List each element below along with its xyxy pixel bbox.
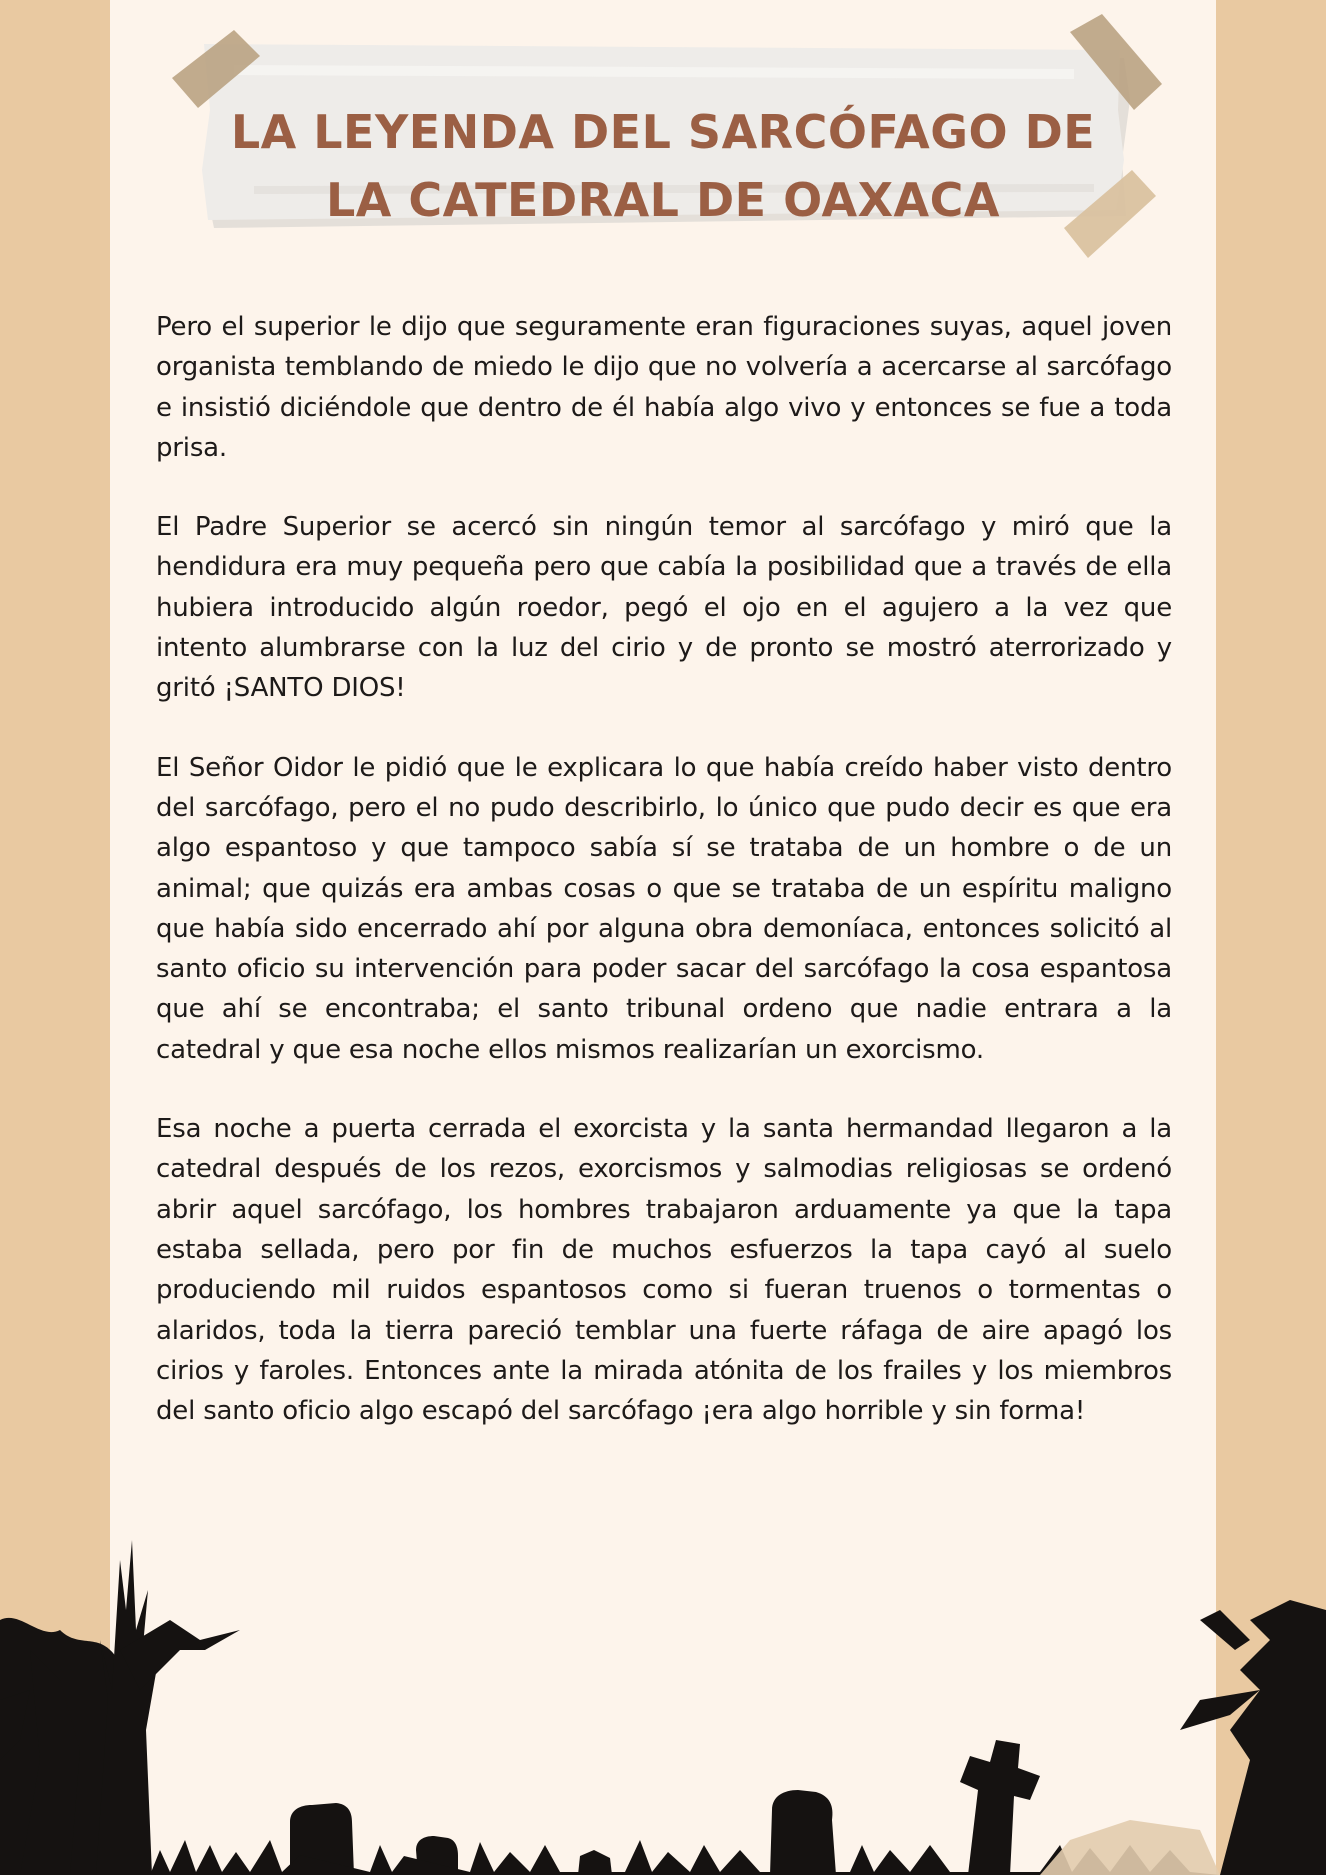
paragraph-4: Esa noche a puerta cerrada el exorcista y la santa hermandad llegaron a la catedral después de los rezos, exorcismos y salmodias religiosas se ordenó abrir aquel sarcófago, los hombres trabajaron arduamente ya que la tapa estaba sellada, pero por fin de muchos esfuerzos la tapa cayó al suelo produciendo mil ruidos espantosos como si fueran truenos o tormentas o alaridos, toda la tierra pareció temblar una fuerte ráfaga de aire apagó los cirios y faroles. Entonces ante la mirada atónita de los frailes y los miembros del santo oficio algo escapó del sarcófago ¡era algo horrible y sin forma!	[156, 1114, 1172, 1427]
title-banner	[174, 40, 1152, 236]
paragraph-3: El Señor Oidor le pidió que le explicara lo que había creído haber visto dentro del sarcófago, pero el no pudo describirlo, lo único que pudo decir es que era algo espantoso y que tampoco sabía sí se trataba de un hombre o de un animal; que quizás era ambas cosas o que se trataba de un espíritu maligno que había sido encerrado ahí por alguna obra demoníaca, entonces solicitó al santo oficio su intervención para poder sacar del sarcófago la cosa espantosa que ahí se encontraba; el santo tribunal ordeno que nadie entrara a la catedral y que esa noche ellos mismos realizarían un exorcismo.	[156, 752, 1172, 1065]
document-body	[156, 307, 1172, 1470]
paragraph-1: Pero el superior le dijo que seguramente eran figuraciones suyas, aquel joven organista temblando de miedo le dijo que no volvería a acercarse al sarcófago e insistió diciéndole que dentro de él había algo vivo y entonces se fue a toda prisa.	[156, 312, 1172, 463]
graveyard-silhouette-icon	[0, 1500, 1326, 1875]
paragraph-2: El Padre Superior se acercó sin ningún temor al sarcófago y miró que la hendidura era muy pequeña pero que cabía la posibilidad que a través de ella hubiera introducido algún roedor, pegó el ojo en el agujero a la vez que intento alumbrarse con la luz del cirio y de pronto se mostró aterrorizado y gritó ¡SANTO DIOS!	[156, 512, 1172, 704]
page-title: LA LEYENDA DEL SARCÓFAGO DE LA CATEDRAL DE OAXACA	[230, 105, 1096, 227]
